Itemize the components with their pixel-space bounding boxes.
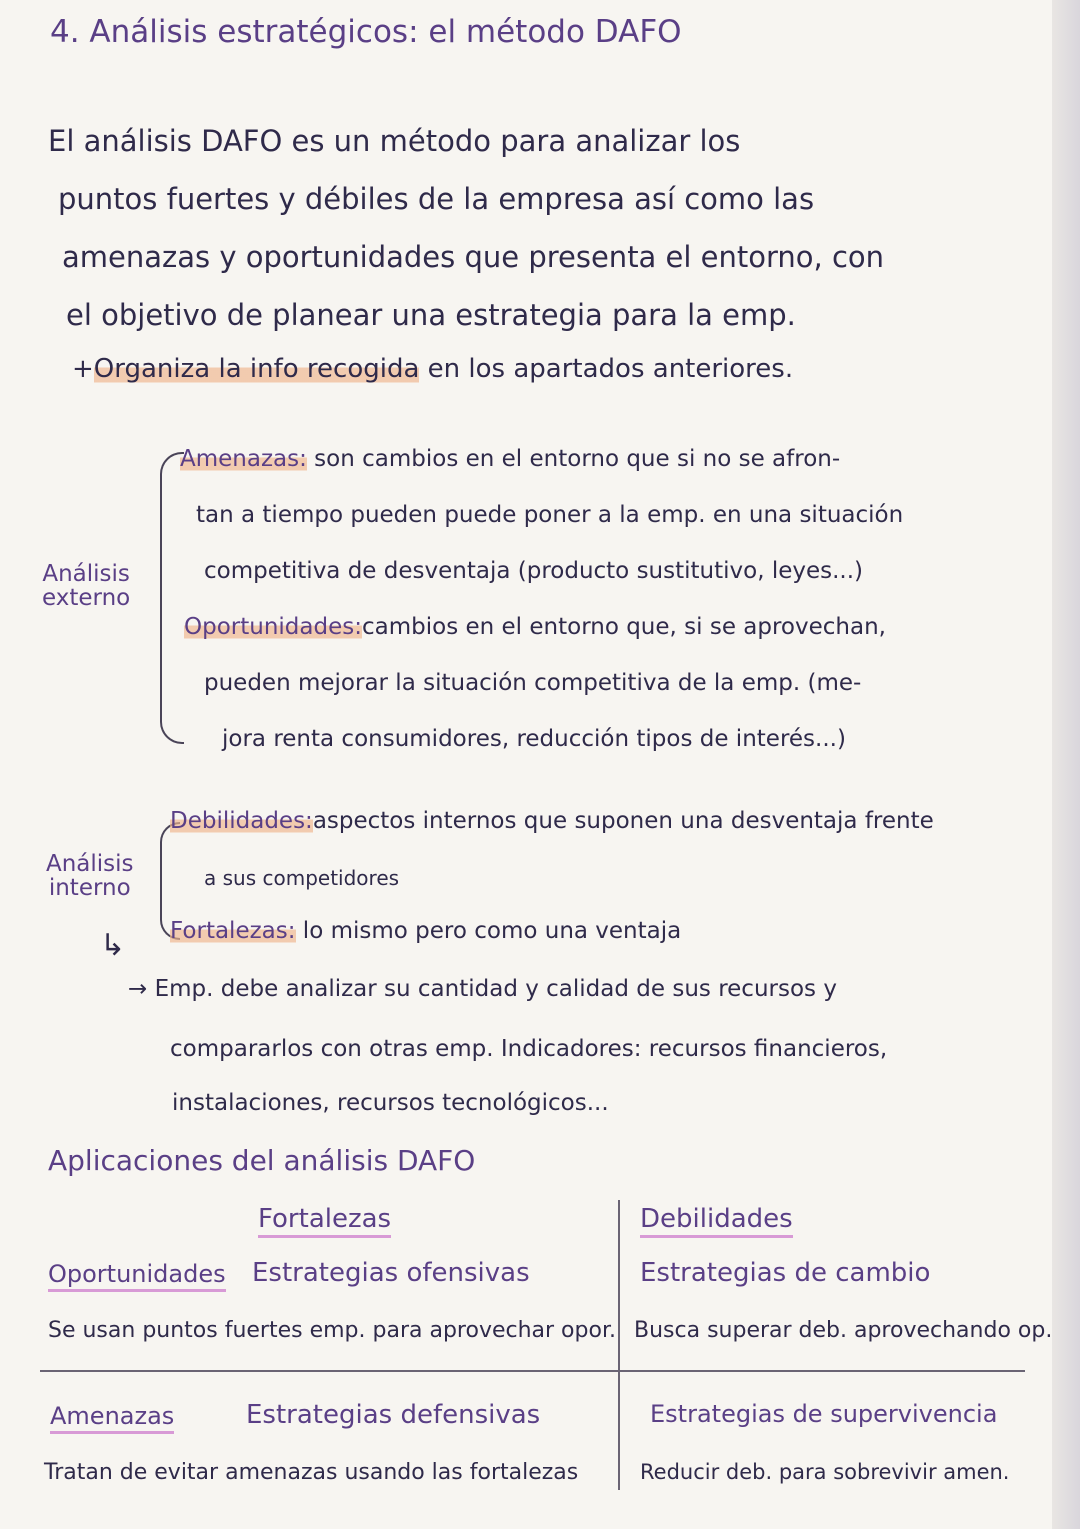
intro-note: [72, 354, 793, 384]
cell-am-de-text: Reducir deb. para sobrevivir amen.: [640, 1460, 1010, 1484]
col-debilidades-label: Debilidades: [640, 1204, 793, 1238]
interno-label: [46, 852, 134, 900]
oportunidades-line-2: pueden mejorar la situación competitiva de la emp. (me-: [204, 670, 862, 696]
oportunidades-line-1: [184, 614, 886, 640]
externo-label-1: Análisis: [42, 561, 130, 587]
note-line-3: instalaciones, recursos tecnológicos...: [172, 1090, 609, 1116]
cell-op-fo-title: Estrategias ofensivas: [252, 1258, 530, 1288]
row-header-oportunidades: [48, 1260, 226, 1288]
intro-line-2: puntos fuertes y débiles de la empresa así como las: [58, 182, 815, 216]
return-arrow-icon: ↳: [100, 928, 126, 963]
col-header-debilidades: [640, 1204, 793, 1234]
externo-brace: [160, 452, 184, 744]
amenazas-line-2: tan a tiempo pueden puede poner a la emp. en una situación: [196, 502, 904, 528]
cell-am-de-title: Estrategias de supervivencia: [650, 1400, 998, 1428]
oportunidades-line-3: jora renta consumidores, reducción tipos de interés...): [222, 726, 846, 752]
table-horizontal-divider: [40, 1370, 1025, 1372]
cell-op-de-text: Busca superar deb. aprovechando op.: [634, 1318, 1053, 1343]
page-edge: [1052, 0, 1080, 1529]
note-highlight: Organiza la info recogida: [93, 354, 420, 384]
cell-op-de-title: Estrategias de cambio: [640, 1258, 931, 1288]
intro-line-3: amenazas y oportunidades que presenta el entorno, con: [62, 240, 885, 274]
row-amenazas-label: Amenazas: [50, 1402, 174, 1434]
row-header-amenazas: [50, 1402, 174, 1430]
externo-label-2: externo: [42, 585, 131, 611]
table-vertical-divider: [618, 1200, 620, 1490]
interno-label-1: Análisis: [46, 851, 134, 877]
col-fortalezas-label: Fortalezas: [258, 1204, 391, 1238]
fortalezas-text: lo mismo pero como una ventaja: [295, 918, 682, 944]
note-line-1: [128, 976, 837, 1002]
amenazas-line-3: competitiva de desventaja (producto sustitutivo, leyes...): [204, 558, 864, 584]
aplicaciones-heading: Aplicaciones del análisis DAFO: [48, 1144, 476, 1177]
debilidades-term: Debilidades:: [170, 808, 313, 834]
interno-label-2: interno: [48, 875, 131, 901]
oportunidades-text-1: cambios en el entorno que, si se aprovechan,: [361, 614, 886, 640]
note-text-1: Emp. debe analizar su cantidad y calidad de sus recursos y: [154, 976, 837, 1002]
debilidades-line-2: a sus competidores: [204, 866, 400, 890]
col-header-fortalezas: [258, 1204, 391, 1234]
right-arrow-icon: →: [128, 976, 148, 1002]
intro-line-1: El análisis DAFO es un método para analizar los: [48, 124, 741, 158]
externo-label: [42, 562, 130, 610]
fortalezas-term: Fortalezas:: [170, 918, 296, 944]
amenazas-line-1: [180, 446, 840, 472]
debilidades-text-1: aspectos internos que suponen una desventaja frente: [312, 808, 934, 834]
cell-am-fo-title: Estrategias defensivas: [246, 1400, 541, 1430]
page-title: 4. Análisis estratégicos: el método DAFO: [50, 14, 682, 50]
note-rest: en los apartados anteriores.: [419, 354, 794, 384]
row-oportunidades-label: Oportunidades: [48, 1260, 226, 1292]
amenazas-text-1: son cambios en el entorno que si no se afron-: [306, 446, 841, 472]
cell-am-fo-text: Tratan de evitar amenazas usando las fortalezas: [44, 1460, 579, 1485]
debilidades-line-1: [170, 808, 934, 834]
amenazas-term: Amenazas:: [180, 446, 307, 472]
fortalezas-line: [170, 918, 681, 944]
intro-line-4: el objetivo de planear una estrategia para la emp.: [66, 298, 796, 332]
oportunidades-term: Oportunidades:: [184, 614, 362, 640]
plus-mark: +: [72, 354, 94, 384]
cell-op-fo-text: Se usan puntos fuertes emp. para aprovechar opor.: [48, 1318, 616, 1343]
note-line-2: compararlos con otras emp. Indicadores: recursos financieros,: [170, 1036, 888, 1062]
